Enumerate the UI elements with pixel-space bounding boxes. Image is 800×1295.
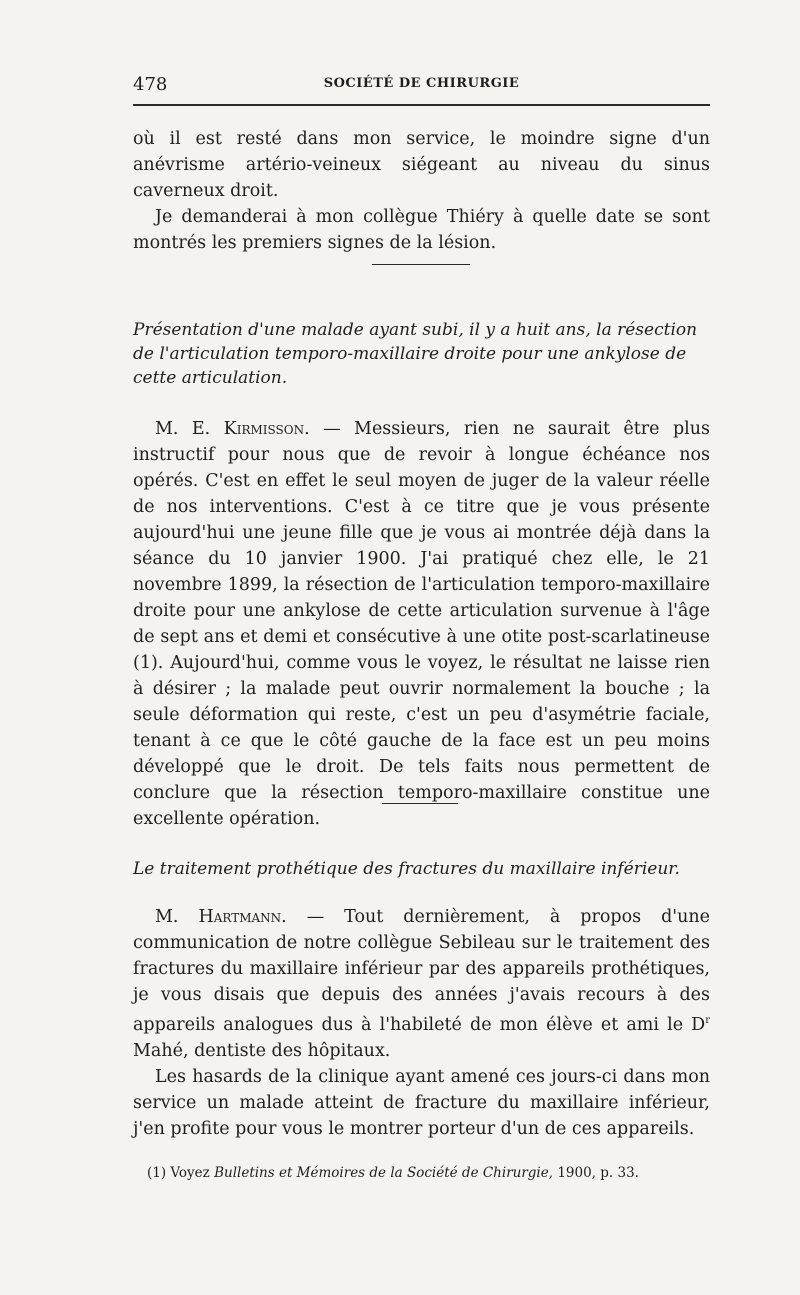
footnote-reference: Bulletins et Mémoires de la Société de Chirurgie [214, 1165, 549, 1181]
speaker-prefix: M. E. [155, 419, 224, 439]
section-2-body [133, 904, 710, 1142]
speaker-kirmisson: Kirmisson. [223, 419, 310, 439]
section-1-paragraph [133, 416, 710, 832]
section-2-title: Le traitement prothétique des fractures du maxillaire inférieur. [133, 859, 680, 879]
speaker-hartmann: Hartmann. [198, 907, 287, 927]
footnote [147, 1165, 707, 1181]
section-2-text-b: Mahé, dentiste des hôpitaux. [133, 1040, 391, 1061]
section-2-paragraph-2: Les hasards de la clinique ayant amené ces jours-ci dans mon service un malade atteint de fracture du maxillaire inférieur, j'en profite pour vous le montrer porteur d'un de ces appareils. [133, 1066, 710, 1139]
speaker-prefix: M. [155, 907, 199, 927]
footnote-marker: (1) Voyez [147, 1165, 215, 1181]
intro-line-1: où il est resté dans mon service, le moindre signe d'un anévrisme artério-veineux siégeant au niveau du sinus caverneux droit. [133, 129, 710, 201]
intro-line-2: Je demanderai à mon collègue Thiéry à quelle date se sont montrés les premiers signes de la lésion. [133, 207, 710, 253]
section-2-paragraph-1 [133, 904, 710, 1064]
section-separator [382, 803, 458, 804]
intro-paragraphs [133, 126, 710, 256]
running-title: SOCIÉTÉ DE CHIRURGIE [323, 76, 520, 91]
section-1-body [133, 416, 710, 832]
section-1-title: Présentation d'une malade ayant subi, il y a huit ans, la résection de l'articulation temporo-maxillaire droite pour une ankylose de cette articulation. [133, 320, 698, 388]
section-2-text-a: — Tout dernièrement, à propos d'une communication de notre collègue Sebileau sur le traitement des fractures du maxillaire inférieur par des appareils prothétiques, je vous disais que depuis des années j'avais recours à des appareils analogues dus à l'habileté de mon élève et ami le D [133, 907, 711, 1035]
section-separator [372, 264, 470, 265]
header-rule [133, 104, 710, 106]
doctor-superscript: r [705, 1015, 710, 1026]
page-number: 478 [133, 74, 168, 95]
page-header [133, 68, 710, 98]
section-1-text: — Messieurs, rien ne saurait être plus instructif pour nous que de revoir à longue échéance nos opérés. C'est en effet le seul moyen de juger de la valeur réelle de nos interventions. C'est à ce titre que je vous présente aujourd'hui une jeune fille que je vous ai montrée déjà dans la séance du 10 janvier 1900. J'ai pratiqué chez elle, le 21 novembre 1899, la résection de l'articulation temporo-maxillaire droite pour une ankylose de cette articulation survenue à l'âge de sept ans et demi et consécutive à une otite post-scarlatineuse (1). Aujourd'hui, comme vous le voyez, le résultat ne laisse rien à désirer ; la malade peut ouvrir normalement la bouche ; la seule déformation qui reste, c'est un peu d'asymétrie faciale, tenant à ce que le côté gauche de la face est un peu moins développé que le droit. De tels faits nous permettent de conclure que la résection temporo-maxillaire constitue une excellente opération. [133, 419, 710, 829]
footnote-tail: , 1900, p. 33. [548, 1165, 639, 1181]
